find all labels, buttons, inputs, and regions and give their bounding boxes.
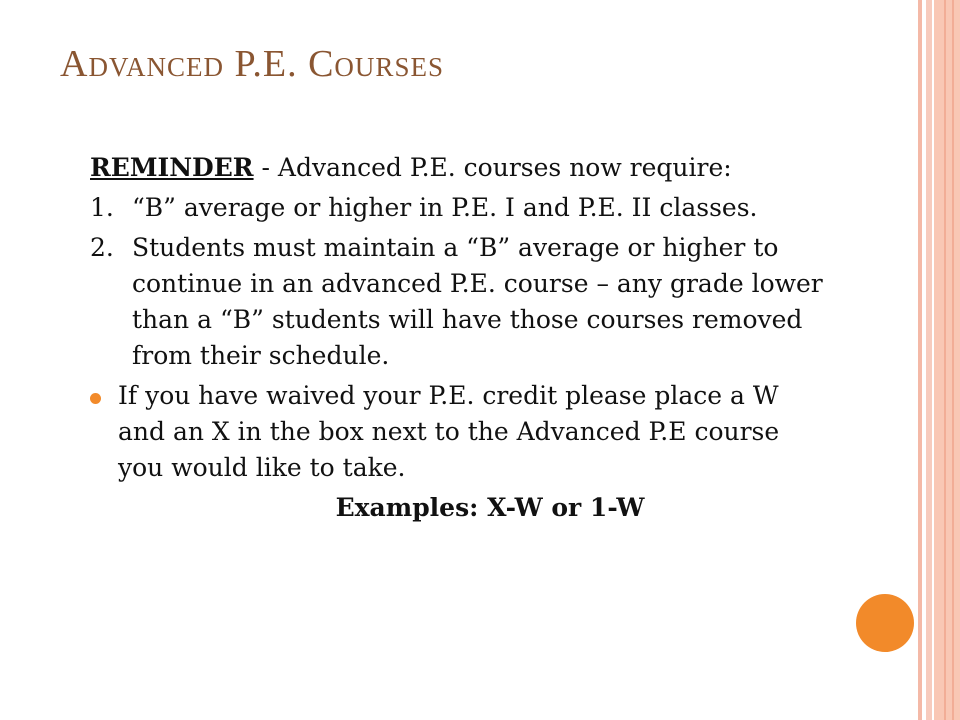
decorative-circle (856, 594, 914, 652)
reminder-paragraph (90, 150, 830, 186)
decorative-stripe (918, 0, 922, 720)
list-item (90, 190, 830, 226)
decorative-stripe (934, 0, 960, 720)
slide-title: Advanced P.E. Courses (60, 43, 444, 85)
decorative-stripe-line (944, 0, 946, 720)
decorative-stripe-line (952, 0, 954, 720)
reminder-label: REMINDER (90, 153, 254, 182)
list-number: 2. (90, 233, 114, 262)
bullet-item (90, 378, 830, 486)
bullet-icon (90, 393, 101, 404)
bullet-text: If you have waived your P.E. credit please place a W and an X in the box next to the Advanced P.E course you would like to take. (118, 381, 780, 482)
list-text: “B” average or higher in P.E. I and P.E. II classes. (132, 193, 758, 222)
list-text: Students must maintain a “B” average or higher to continue in an advanced P.E. course – any grade lower than a “B” students will have those courses removed from their schedule. (132, 233, 823, 370)
list-item (90, 230, 830, 374)
slide-body (90, 150, 830, 526)
decorative-stripe (926, 0, 932, 720)
examples-line: Examples: X-W or 1-W (335, 493, 645, 522)
reminder-text: - Advanced P.E. courses now require: (253, 153, 732, 182)
list-number: 1. (90, 193, 114, 222)
